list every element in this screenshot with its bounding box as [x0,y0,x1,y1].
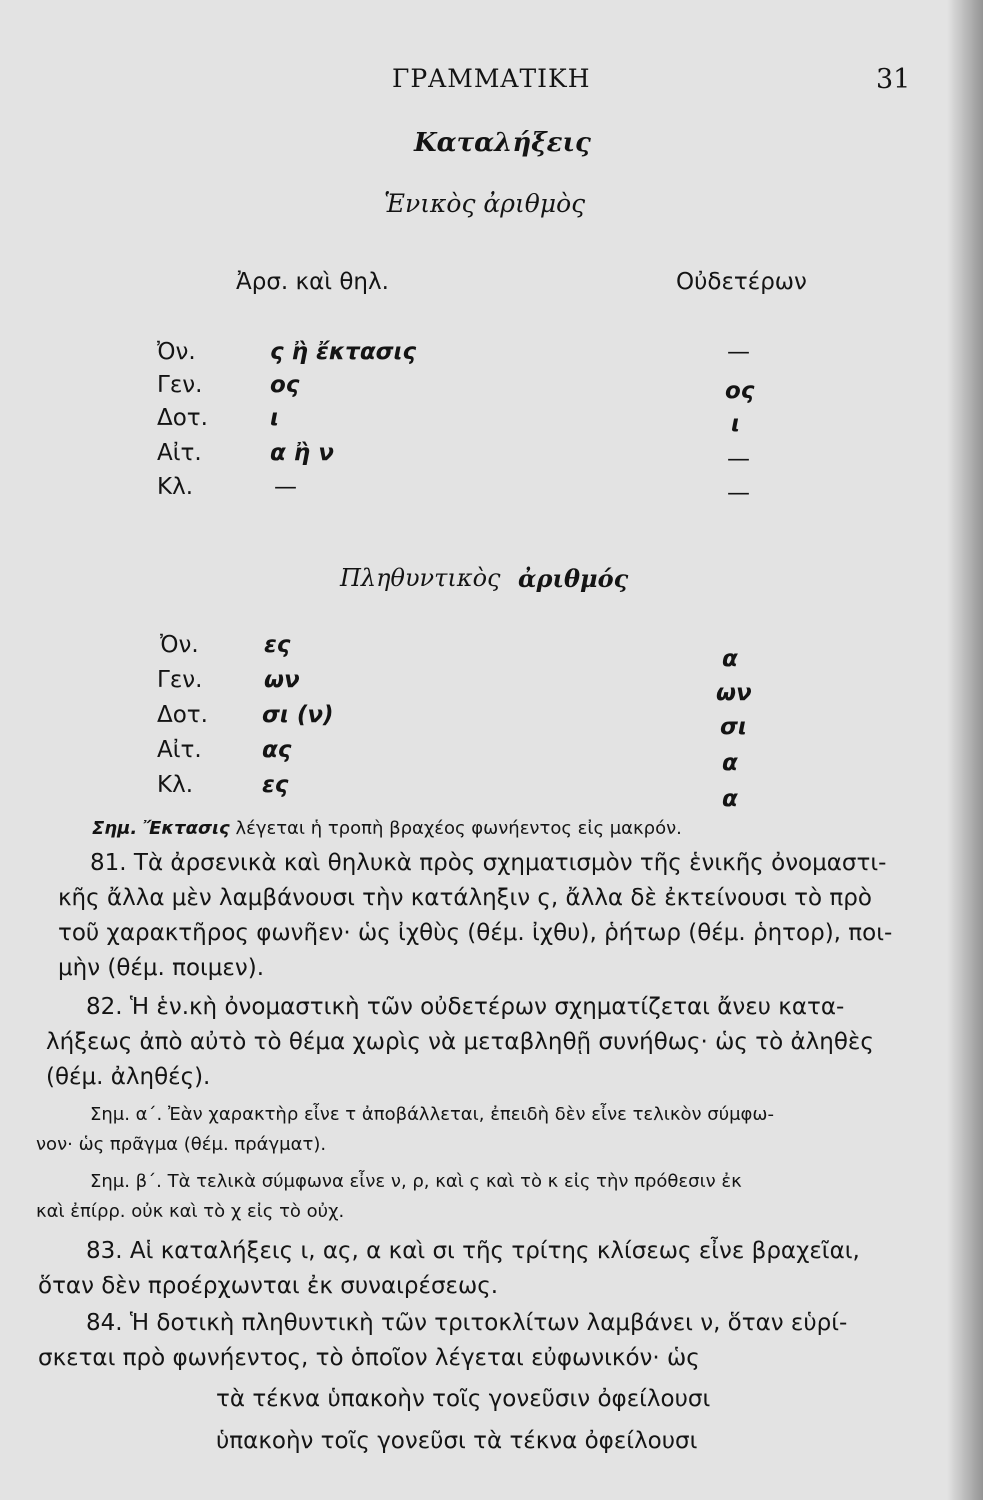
paragraph-84 [38,1306,847,1376]
column-header-neuter: Οὐδετέρων [676,269,807,295]
ending-neuter: — [727,480,750,506]
page-number: 31 [876,64,911,95]
text-line: 82. Ἡ ἑν.κὴ ὀνομαστικὴ τῶν οὐδετέρων σχηματίζεται ἄνευ κατα- [86,994,845,1020]
column-header-masc-fem: Ἀρσ. καὶ θηλ. [236,269,389,295]
ending-masc-fem: α ἢ ν [270,440,334,466]
ending-masc-fem: ος [270,372,300,398]
case-label: Γεν. [157,372,203,398]
page-edge-shadow [947,0,983,1500]
case-label: Κλ. [157,772,194,798]
ending-masc-fem: σι (ν) [262,702,334,728]
case-label: Κλ. [157,474,194,500]
case-label: Ὀν. [157,339,196,365]
ending-neuter: α [722,786,738,812]
case-label: Δοτ. [157,702,208,728]
ending-masc-fem: ες [264,632,291,658]
example-line-1: τὰ τέκνα ὑπακοὴν τοῖς γονεῦσιν ὀφείλουσι [216,1386,711,1412]
text-line: Σημ. β΄. Τὰ τελικὰ σύμφωνα εἶνε ν, ρ, καὶ ς καὶ τὸ κ εἰς τὴν πρόθεσιν ἐκ [90,1171,742,1192]
text-line: 83. Αἱ καταλήξεις ι, ας, α καὶ σι τῆς τρίτης κλίσεως εἶνε βραχεῖαι, [86,1238,860,1264]
text-line: 81. Τὰ ἀρσενικὰ καὶ θηλυκὰ πρὸς σχηματισμὸν τῆς ἑνικῆς ὀνομαστι- [90,850,887,876]
paragraph-81 [58,846,892,986]
ending-neuter: — [727,339,750,365]
paragraph-83 [38,1234,860,1304]
note-b [36,1167,742,1227]
note-text: λέγεται ἡ τροπὴ βραχέος φωνήεντος εἰς μακρόν. [235,818,682,839]
text-line: μὴν (θέμ. ποιμεν). [58,955,265,981]
ending-neuter: ων [716,680,752,706]
text-line: Σημ. α΄. Ἐὰν χαρακτὴρ εἶνε τ ἀποβάλλεται, ἐπειδὴ δὲν εἶνε τελικὸν σύμφω- [90,1104,774,1125]
ending-neuter: — [727,446,750,472]
paragraph-82 [46,990,874,1095]
text-line: καὶ ἐπίρρ. οὐκ καὶ τὸ χ εἰς τὸ οὐχ. [36,1201,345,1222]
ending-neuter: α [722,646,738,672]
text-line: κῆς ἄλλα μὲν λαμβάνουσι τὴν κατάληξιν ς, ἄλλα δὲ ἐκτείνουσι τὸ πρὸ [58,885,872,911]
note-ektasis [92,814,682,844]
text-line: 84. Ἡ δοτικὴ πληθυντικὴ τῶν τριτοκλίτων λαμβάνει ν, ὅταν εὑρί- [86,1310,848,1336]
case-label: Αἰτ. [157,440,202,466]
case-label: Γεν. [157,667,203,693]
ending-neuter: ι [731,411,740,437]
ending-neuter: σι [720,714,747,740]
running-title: ΓΡΑΜΜΑΤΙΚΗ [392,64,591,93]
ending-masc-fem: ες [262,772,289,798]
text-line: τοῦ χαρακτῆρος φωνῆεν· ὡς ἰχθὺς (θέμ. ἰχθυ), ῥήτωρ (θέμ. ῥητορ), ποι- [58,920,893,946]
ending-masc-fem: ι [270,405,279,431]
ending-neuter: ος [725,378,755,404]
note-term: Ἔκτασις [142,818,230,839]
text-line: ὅταν δὲν προέρχωνται ἐκ συναιρέσεως. [38,1273,499,1299]
example-line-2: ὑπακοὴν τοῖς γονεῦσι τὰ τέκνα ὀφείλουσι [216,1428,698,1454]
ending-masc-fem: ς ἢ ἔκτασις [270,339,417,365]
note-a [36,1100,774,1160]
text-line: σκεται πρὸ φωνήεντος, τὸ ὁποῖον λέγεται εὐφωνικόν· ὡς [38,1345,700,1371]
case-label: Αἰτ. [157,737,202,763]
case-label: Ὀν. [160,632,199,658]
ending-neuter: α [722,750,738,776]
text-line: νον· ὡς πρᾶγμα (θέμ. πράγματ). [36,1134,327,1155]
section-title: Καταλήξεις [414,128,591,158]
ending-masc-fem: ων [264,667,300,693]
case-label: Δοτ. [157,405,208,431]
note-label: Σημ. [92,818,138,839]
singular-heading: Ἑνικὸς ἀριθμὸς [384,189,586,218]
plural-heading-word2: ἀριθμός [518,564,629,593]
plural-heading-word1: Πληθυντικὸς [340,564,501,592]
text-line: λήξεως ἀπὸ αὐτὸ τὸ θέμα χωρὶς νὰ μεταβληθῇ συνήθως· ὡς τὸ ἀληθὲς [46,1029,874,1055]
ending-masc-fem: ας [262,737,292,763]
text-line: (θέμ. ἀληθές). [46,1064,211,1090]
ending-masc-fem: — [274,474,297,500]
